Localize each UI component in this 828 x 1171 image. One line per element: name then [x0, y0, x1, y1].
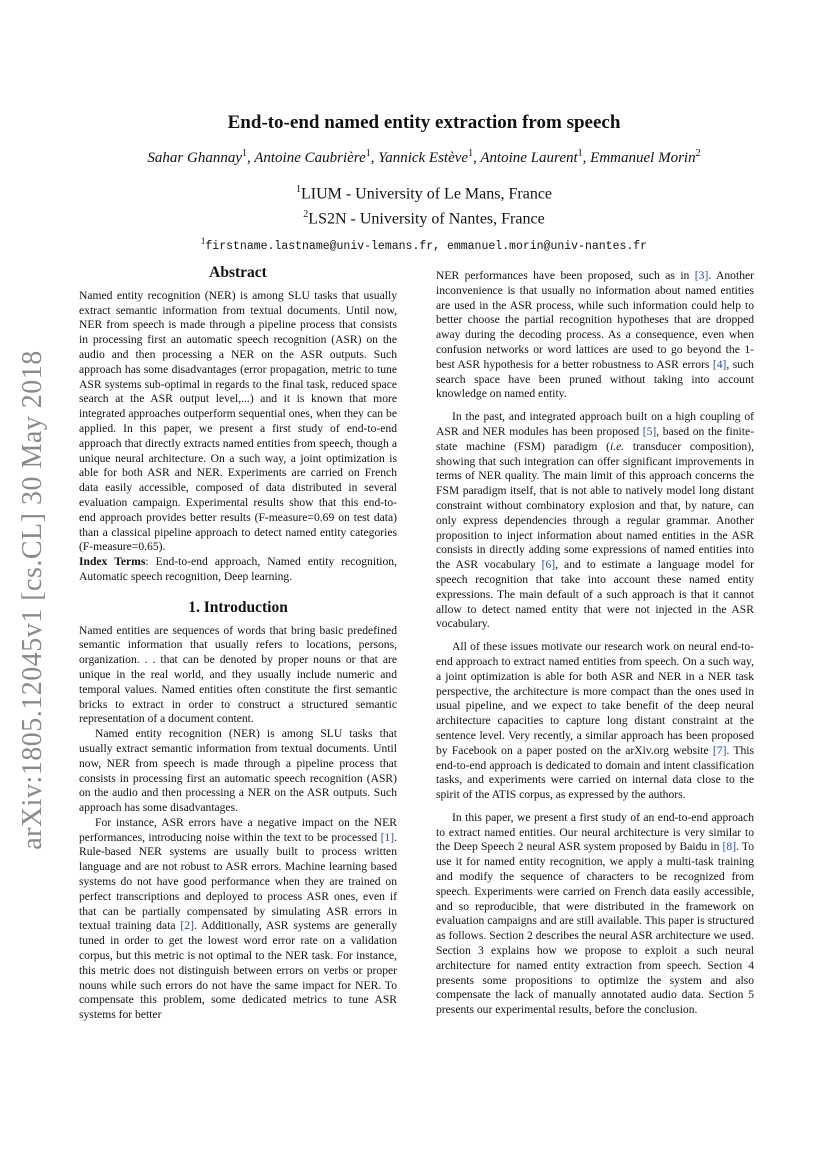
abstract-body: Named entity recognition (NER) is among SLU tasks that usually extract semantic information from textual documents. Until now, NER from speech is made through a pipeline process that consists in processing first an automatic speech recognition (ASR) on the audio and then processing a NER on the ASR outputs. Such approach has some disadvantages (error propagation, metric to tune ASR systems sub-optimal in regards to the final task, reduced space search at the ASR output level,...) and it is known that more integrated approaches outperform sequential ones, when they can be applied. In this paper, we present a first study of end-to-end approach that directly extracts named entities from speech, though a unique neural architecture. On a such way, a joint optimization is able for both ASR and NER. Experiments are carried on French data easily accessible, composed of data distributed in several evaluation campaign. Experimental results show that this end-to-end approach provides better results (F-measure=0.69 on test data) than a classical pipeline approach to detect named entity categories (F-measure=0.65). [79, 288, 397, 554]
author-name: Antoine Laurent [480, 150, 578, 166]
citation-link[interactable]: [7] [712, 743, 727, 757]
citation-link[interactable]: [1] [380, 830, 395, 844]
intro-paragraph: Named entity recognition (NER) is among SLU tasks that usually extract semantic information from textual documents. Until now, NER from speech is made through a pipeline process that consists in processing first an automatic speech recognition (ASR) on the audio and then processing a NER on the ASR outputs. Such approach has some disadvantages. [79, 727, 397, 815]
author-name: Yannick Estève [378, 150, 469, 166]
body-paragraph [436, 269, 754, 402]
index-terms-label: Index Terms [79, 555, 146, 569]
author-list: Sahar Ghannay$^1$, Antoine Caubrière$^1$, Yannick Estève$^1$, Antoine Laurent$^1$, Emmanuel Morin$^2$ [147, 148, 701, 166]
body-text: . This end-to-end approach is dedicated to domain and intent classification tasks, and experiments were carried on internal data close to the spirit of the ATIS corpus, as expressed by the authors. [436, 743, 754, 802]
body-text-italic: i.e. [610, 439, 625, 453]
body-text: . To use it for named entity recognition, we apply a multi-task training and modify the sequence of characters to be recognized from speech. Experiments were carried on French data easily accessible, and so reproducible, that were distributed in the framework on evaluation campaigns and are still available. This paper is structured as follows. Section 2 describes the neural ASR architecture we used. Section 3 explains how we propose to exploit a such neural architecture for named entity extraction from speech. Section 4 presents some propositions to optimize the system and also compensate the lack of manually annotated audio data. Section 5 presents our experimental results, before the conclusion. [436, 840, 754, 1017]
body-paragraph [436, 811, 754, 1018]
author-name: Antoine Caubrière [254, 150, 366, 166]
arxiv-identifier-text: arXiv:1805.12045v1 [cs.CL] 30 May 2018 [17, 350, 48, 850]
body-text: In this paper, we present a first study of an end-to-end approach to extract named entities. Our neural architecture is very similar to the Deep Speech 2 neural ASR system proposed by Baidu in [436, 810, 754, 854]
intro-text: . Rule-based NER systems are usually built to process written language and are not robust to ASR errors. Machine learning based systems do not have good performance when they are trained on perfect transcriptions and deployed to process ASR ones, even if that can be partially compensated by simulating ASR errors in textual training data [79, 830, 397, 933]
body-paragraph [436, 640, 754, 803]
affiliation-line [60, 179, 788, 204]
email-affiliation-mark: 1 [200, 235, 206, 246]
citation-link[interactable]: [5] [642, 424, 657, 438]
citation-link[interactable]: [4] [712, 357, 727, 371]
author-name: Sahar Ghannay [147, 150, 242, 166]
body-text: All of these issues motivate our research work on neural end-to-end approach to extract named entities from speech. On a such way, a joint optimization is able for both ASR and NER in a NER task perspective, the architecture is more compact than the ones used in usual pipeline, and we expect to take benefit of the deep neural architecture capacities to capture long distant constraint at the sentence level. Very recently, a similar approach has been proposed by Facebook on a paper posted on the arXiv.org website [436, 640, 754, 757]
author-emails [60, 236, 788, 253]
intro-paragraph: Named entities are sequences of words that bring basic predefined semantic information that usually refers to locations, persons, organization. . . that can be denoted by proper nouns or that are unique in the real world, and they usually include numeric and temporal values. Named entities often constitute the first semantic bricks to extract in order to construct a structured semantic representation of a document content. [79, 623, 397, 726]
paper-header [60, 112, 788, 252]
author-affiliation-mark: 1 [468, 148, 474, 159]
email-addresses: firstname.lastname@univ-lemans.fr, emmanuel.morin@univ-nantes.fr [205, 239, 648, 253]
right-column [436, 269, 754, 1018]
affiliation-text: LIUM - University of Le Mans, France [300, 185, 553, 203]
citation-link[interactable]: [8] [722, 840, 737, 854]
body-text: NER performances have been proposed, such as in [436, 269, 695, 282]
introduction-heading: 1. Introduction [188, 598, 288, 616]
body-text: , and to estimate a language model for speech recognition that take into account these named entity expressions. The main default of a such approach is that it cannot allow to detect named entity that were not injected in the ASR vocabulary. [436, 558, 754, 631]
affiliation-mark: 2 [303, 209, 309, 221]
abstract-heading: Abstract [209, 264, 267, 281]
citation-link[interactable]: [3] [694, 269, 709, 282]
intro-text: . Additionally, ASR systems are generally tuned in order to get the lowest word error rate on a validation corpus, but this metric is not optimal to the NER task. For instance, this metric does not distinguish between errors on verbs or proper nouns while such errors do not have the same impact for NER. To compensate this problem, some dedicated metrics to tune ASR systems for better [79, 919, 397, 1022]
author-affiliation-mark: 1 [577, 148, 583, 159]
affiliation-line [60, 204, 788, 229]
author-name: Emmanuel Morin [590, 150, 696, 166]
citation-link[interactable]: [6] [541, 558, 556, 572]
author-affiliation-mark: 1 [241, 148, 247, 159]
body-text: . Another inconvenience is that usually no information about named entities are used in the ASR process, while such information could help to better choose the partial recognition hypotheses that are dropped away during the decoding process. As a consequence, even when confusion networks or word lattices are used to go beyond the 1-best ASR hypothesis for a better robustness to ASR errors [436, 269, 755, 371]
index-terms-list: : End-to-end approach, Named entity recognition, Automatic speech recognition, Deep learning. [79, 555, 397, 583]
body-text: In the past, and integrated approach built on a high coupling of ASR and NER modules has been proposed [436, 410, 754, 438]
index-terms [79, 555, 397, 585]
body-text: , such search space have been pruned without taking into account knowledge on named entity. [436, 357, 754, 401]
body-text: , based on the finite-state machine (FSM) paradigm ( [436, 424, 754, 453]
paper-title: End-to-end named entity extraction from speech [227, 112, 621, 133]
affiliation-text: LS2N - University of Nantes, France [308, 210, 545, 228]
body-text: transducer composition), showing that such integration can offer significant improvements in terms of NER quality. The main limit of this approach concerns the FSM paradigm itself, that is not able to natively model long distant constraint without combinatory explosion and that, by nature, can only express dependencies through a regular grammar. Another proposition to inject information about named entities in the ASR consists in directly adding some expressions of named entities into the ASR vocabulary [436, 439, 754, 572]
arxiv-identifier-stamp [8, 350, 58, 850]
intro-paragraph [79, 816, 397, 1023]
left-column [79, 266, 397, 1023]
affiliation-mark: 1 [295, 184, 301, 195]
author-affiliation-mark: 2 [695, 148, 701, 159]
citation-link[interactable]: [2] [180, 919, 194, 933]
author-affiliation-mark: 1 [365, 148, 371, 159]
intro-text: For instance, ASR errors have a negative impact on the NER performances, introducing noise within the text to be processed [79, 815, 397, 844]
body-paragraph [436, 410, 754, 632]
